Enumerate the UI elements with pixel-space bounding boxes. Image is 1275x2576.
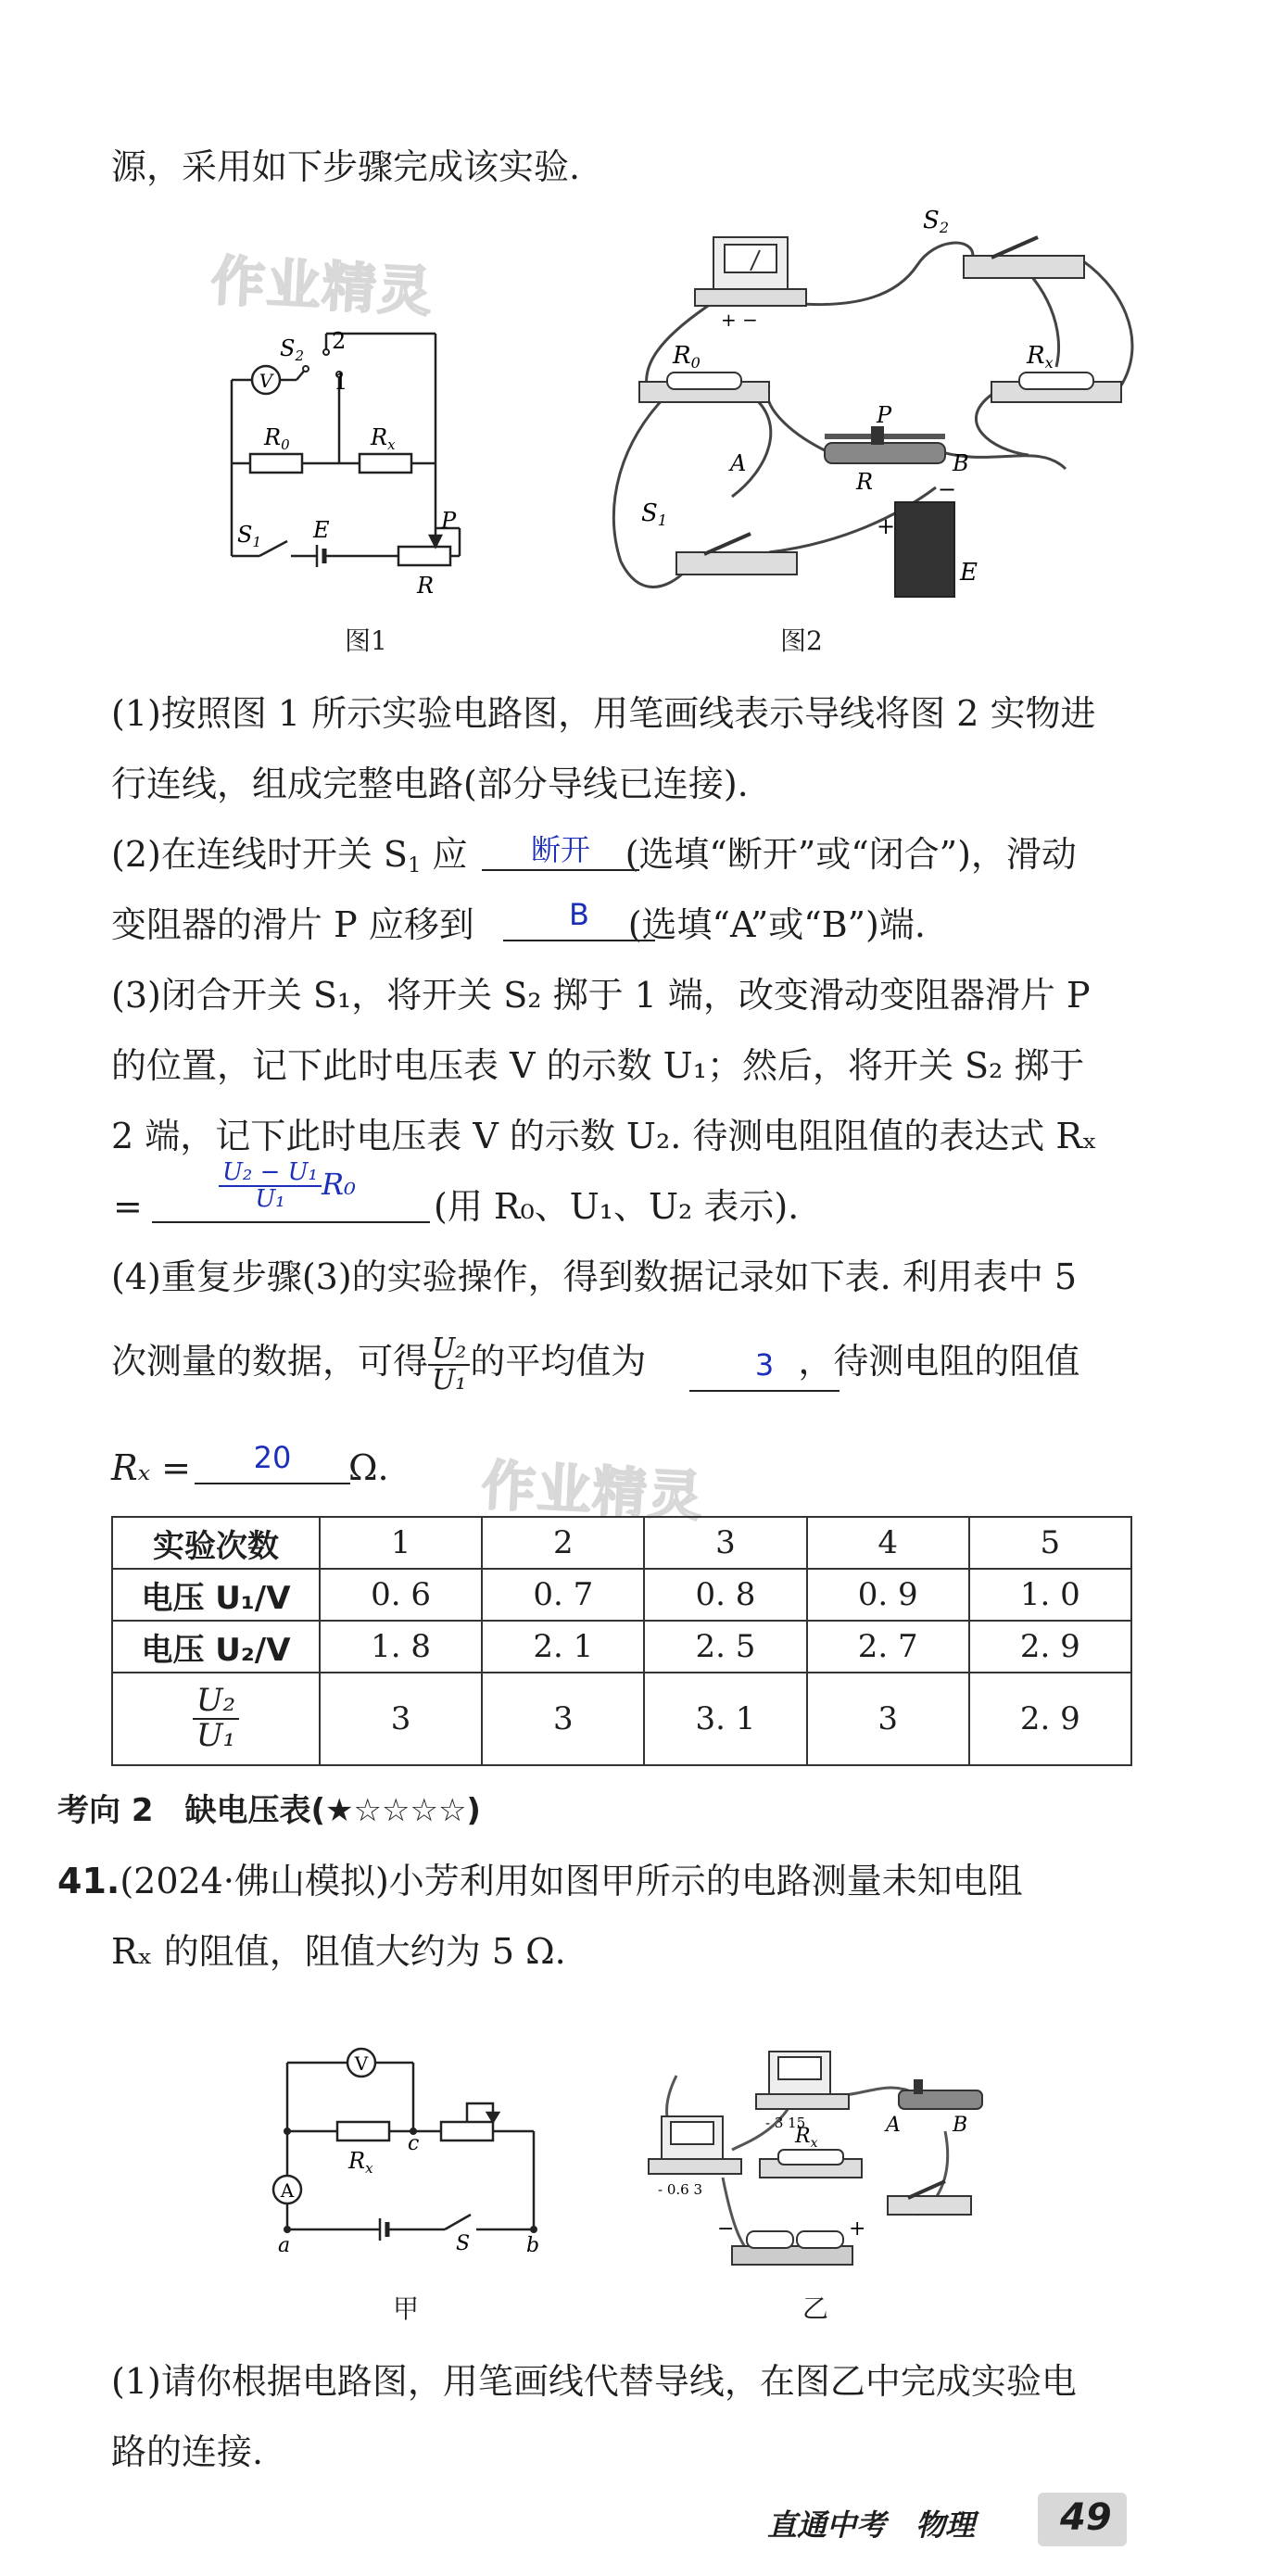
q2-answer-1: 断开 — [530, 832, 590, 867]
fig1-terminal-1: 1 — [334, 369, 348, 395]
fig1-r0-sub: 0 — [281, 436, 290, 453]
fig1-rx-label: R — [371, 424, 388, 450]
table-cell: 3 — [482, 1673, 644, 1765]
q41-line-1 — [57, 1859, 1023, 1903]
fig2-s2-label: S — [923, 207, 940, 234]
fig2-r0-sub: 0 — [690, 354, 701, 372]
table-cell: 1 — [320, 1517, 482, 1569]
table-cell: 1. 0 — [969, 1569, 1131, 1621]
figa-voltmeter-label: V — [354, 2052, 369, 2075]
table-ratio-label — [112, 1673, 320, 1765]
figb-voltmeter-scale: - 3 15 — [765, 2115, 806, 2131]
svg-text:R0 — [672, 342, 701, 372]
table-row — [112, 1569, 1131, 1621]
intro-text: 源，采用如下步骤完成该实验. — [111, 146, 581, 187]
q4-text-a: 次测量的数据，可得 — [111, 1341, 429, 1382]
q2-s1-sub: 1 — [407, 853, 422, 878]
table-row — [112, 1673, 1131, 1765]
fig2-s1-sub: 1 — [657, 511, 667, 529]
table-cell: 2 — [482, 1517, 644, 1569]
fig1-r0-label: R — [264, 424, 282, 450]
q2-blank-1 — [482, 869, 639, 871]
fig1-terminal-2: 2 — [332, 328, 347, 354]
q4-blank-2 — [195, 1483, 350, 1484]
table-cell: 4 — [807, 1517, 969, 1569]
svg-text:Rx — [370, 424, 396, 453]
q3-line-3: 2 端，记下此时电压表 V 的示数 U₂. 待测电阻阻值的表达式 Rₓ — [111, 1116, 1098, 1156]
fig2-b-label: B — [953, 450, 969, 476]
figa-a-label: a — [278, 2234, 291, 2252]
figb-battery-plus: + — [849, 2217, 866, 2241]
q3-line-1: (3)闭合开关 S₁，将开关 S₂ 掷于 1 端，改变滑动变阻器滑片 P — [111, 975, 1091, 1016]
fig2-rx-sub: x — [1044, 354, 1054, 372]
q3-equals: = — [113, 1186, 143, 1227]
table-cell: 3 — [644, 1517, 806, 1569]
q4-answer-1: 3 — [754, 1347, 775, 1383]
q3-blank — [152, 1221, 430, 1223]
svg-text:S2 — [923, 207, 949, 236]
figure-a-circuit-diagram — [259, 2029, 565, 2252]
fig1-s1-sub: 1 — [252, 534, 261, 550]
footer-book-title: 直通中考 物理 — [767, 2507, 976, 2543]
table-cell: 2. 9 — [969, 1621, 1131, 1673]
q1-line-2: 行连线，组成完整电路(部分导线已连接). — [111, 764, 749, 804]
svg-text:R0 — [263, 424, 290, 453]
q3-answer-denominator: U₁ — [255, 1185, 285, 1214]
q4-text-rx: Rₓ = — [111, 1447, 192, 1488]
q4-text-ohm: Ω. — [348, 1447, 389, 1488]
q2-text-d: 变阻器的滑片 P 应移到 — [111, 904, 474, 945]
fig2-battery-plus: + — [877, 513, 896, 539]
fig2-s2-sub: 2 — [939, 219, 949, 236]
table-u2-label: 电压 U₂/V — [112, 1621, 320, 1673]
figa-ammeter-label: A — [280, 2179, 295, 2202]
q4-frac-num: U₂ — [428, 1334, 470, 1366]
figb-b-label: B — [953, 2114, 968, 2137]
q2-text-e: (选填“A”或“B”)端. — [627, 904, 926, 945]
figa-s-label: S — [456, 2232, 471, 2252]
q4-text-b: 的平均值为 — [470, 1341, 647, 1382]
svg-text:S1 — [237, 522, 261, 550]
figure-1-circuit-diagram — [213, 259, 500, 612]
q2-text-b: 应 — [421, 834, 468, 875]
q3-answer — [219, 1160, 356, 1213]
fig2-rx-label: R — [1027, 342, 1045, 370]
q41-1-line-1: (1)请你根据电路图，用笔画线代替导线，在图乙中完成实验电 — [111, 2361, 1077, 2402]
svg-text:Rx — [1026, 342, 1054, 372]
fig1-s1-label: S — [237, 522, 253, 548]
table-cell: 0. 9 — [807, 1569, 969, 1621]
q2-blank-2 — [503, 940, 655, 941]
fig2-battery-minus: − — [938, 476, 957, 502]
fig2-p-label: P — [877, 402, 892, 428]
figa-rx-sub: x — [365, 2160, 373, 2177]
table-u1-label: 电压 U₁/V — [112, 1569, 320, 1621]
q2-text-a: (2)在连线时开关 S — [111, 834, 408, 875]
table-cell: 0. 6 — [320, 1569, 482, 1621]
table-ratio-num: U₂ — [193, 1685, 239, 1720]
figb-battery-minus: − — [717, 2217, 735, 2241]
figure-2-physical-circuit — [602, 200, 1158, 626]
table-row — [112, 1621, 1131, 1673]
q4-frac-den: U₁ — [432, 1363, 467, 1396]
figure-b-physical-circuit — [639, 2039, 991, 2279]
section-title: 考向 2 缺电压表(★☆☆☆☆) — [57, 1792, 481, 1829]
fig1-voltmeter-label: V — [259, 370, 273, 392]
watermark: 作业精灵 — [209, 248, 436, 324]
fig1-s2-label: S — [280, 335, 296, 361]
fig2-r0-label: R — [673, 342, 691, 370]
table-header-label: 实验次数 — [112, 1517, 320, 1569]
page-number: 49 — [1060, 2496, 1112, 2539]
figure-2-caption: 图2 — [780, 625, 823, 656]
table-cell: 0. 8 — [644, 1569, 806, 1621]
data-table — [111, 1516, 1132, 1766]
figb-ammeter-scale: - 0.6 3 — [658, 2181, 703, 2198]
table-cell: 0. 7 — [482, 1569, 644, 1621]
q4-line-2 — [111, 1334, 1079, 1395]
fig1-p-label: P — [441, 508, 457, 534]
figb-rx-sub: x — [810, 2136, 818, 2151]
table-row — [112, 1517, 1131, 1569]
q4-answer-2: 20 — [253, 1440, 292, 1475]
q3-line-2: 的位置，记下此时电压表 V 的示数 U₁；然后，将开关 S₂ 掷于 — [111, 1045, 1085, 1086]
table-cell: 3 — [320, 1673, 482, 1765]
q4-text-c: ，待测电阻的阻值 — [798, 1341, 1080, 1382]
q41-line-2: Rₓ 的阻值，阻值大约为 5 Ω. — [111, 1931, 566, 1972]
q2-answer-2: B — [569, 897, 589, 932]
figure-1-caption: 图1 — [345, 625, 387, 656]
fig1-s2-sub: 2 — [295, 347, 304, 364]
q1-line-1: (1)按照图 1 所示实验电路图，用笔画线表示导线将图 2 实物进 — [111, 693, 1096, 734]
fig1-r-label: R — [417, 573, 435, 599]
table-cell: 1. 8 — [320, 1621, 482, 1673]
table-ratio-den: U₁ — [196, 1717, 236, 1754]
fig1-rx-sub: x — [387, 436, 396, 453]
figa-c-label: c — [408, 2132, 420, 2155]
table-cell: 2. 1 — [482, 1621, 644, 1673]
q3-answer-numerator: U₂ − U₁ — [219, 1160, 322, 1187]
table-cell: 3 — [807, 1673, 969, 1765]
table-cell: 2. 9 — [969, 1673, 1131, 1765]
fig2-s1-label: S — [641, 499, 658, 527]
table-cell: 3. 1 — [644, 1673, 806, 1765]
svg-text:Rx — [347, 2148, 373, 2177]
watermark: 作业精灵 — [480, 1453, 706, 1529]
figa-b-label: b — [526, 2234, 540, 2252]
q3-answer-r0: R₀ — [321, 1166, 356, 1202]
fig2-a-label: A — [730, 450, 747, 476]
svg-text:S2 — [280, 335, 304, 364]
table-cell: 5 — [969, 1517, 1131, 1569]
figa-rx-label: R — [348, 2148, 366, 2174]
figb-rx-label: R — [795, 2125, 811, 2148]
svg-text:Rx — [794, 2125, 818, 2151]
table-cell: 2. 7 — [807, 1621, 969, 1673]
q41-1-line-2: 路的连接. — [111, 2431, 264, 2472]
figure-b-caption: 乙 — [802, 2293, 829, 2324]
q41-number: 41. — [57, 1861, 120, 1901]
q4-line-1: (4)重复步骤(3)的实验操作，得到数据记录如下表. 利用表中 5 — [111, 1256, 1078, 1297]
q3-line-4-tail: (用 R₀、U₁、U₂ 表示). — [434, 1186, 800, 1227]
q41-text-1: (2024·佛山模拟)小芳利用如图甲所示的电路测量未知电阻 — [120, 1861, 1023, 1901]
fig1-e-label: E — [313, 517, 330, 543]
fig2-e-label: E — [960, 559, 978, 587]
figure-a-caption: 甲 — [393, 2293, 420, 2324]
fig2-r-label: R — [856, 469, 874, 495]
figb-a-label: A — [886, 2114, 901, 2137]
q4-blank-1 — [689, 1390, 839, 1392]
q2-text-c: (选填“断开”或“闭合”)，滑动 — [625, 834, 1077, 875]
fig2-voltmeter-terminals: + − — [721, 309, 758, 331]
table-cell: 2. 5 — [644, 1621, 806, 1673]
svg-text:S1 — [641, 499, 667, 529]
